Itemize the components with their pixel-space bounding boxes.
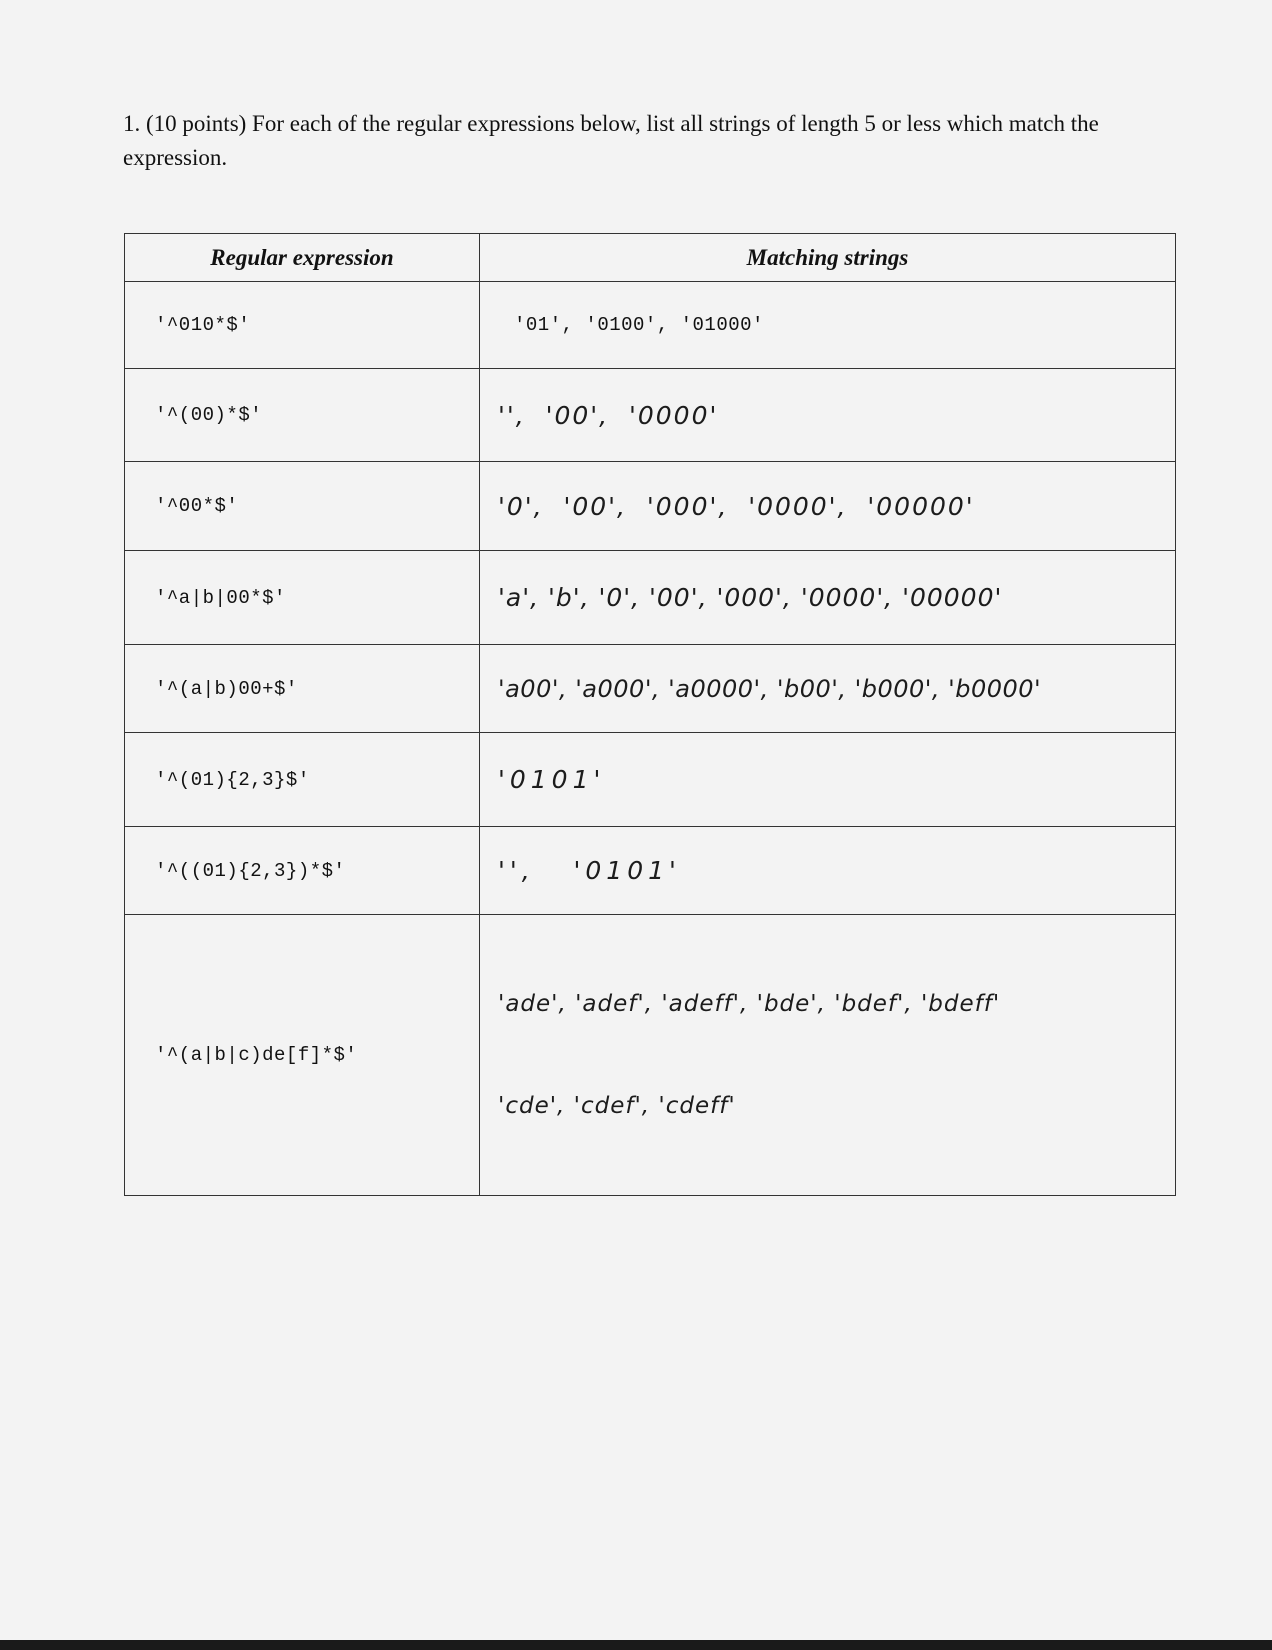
scan-edge — [0, 1640, 1272, 1650]
table-row — [125, 827, 1176, 915]
table-header-row — [125, 234, 1176, 282]
matches-cell: 'a00', 'a000', 'a0000', 'b00', 'b000', 'b0000' — [480, 645, 1176, 733]
table-row — [125, 282, 1176, 369]
matches-cell: '', '00', '0000' — [480, 369, 1176, 462]
matches-line-1: 'ade', 'adef', 'adeff', 'bde', 'bdef', 'bdeff' — [498, 991, 1001, 1017]
header-regular-expression: Regular expression — [125, 234, 480, 282]
matches-cell: '', '0101' — [480, 827, 1176, 915]
regex-cell: '^(00)*$' — [125, 369, 480, 462]
question-text: 1. (10 points) For each of the regular expressions below, list all strings of length 5 or less which match the expression. — [123, 111, 1099, 170]
matches-cell — [480, 915, 1176, 1196]
table-row — [125, 462, 1176, 551]
regex-cell: '^((01){2,3})*$' — [125, 827, 480, 915]
matches-cell: 'a', 'b', '0', '00', '000', '0000', '00000' — [480, 551, 1176, 645]
regex-cell: '^00*$' — [125, 462, 480, 551]
table-row — [125, 645, 1176, 733]
regex-cell: '^(01){2,3}$' — [125, 733, 480, 827]
matches-cell: '0101' — [480, 733, 1176, 827]
table-row — [125, 551, 1176, 645]
matches-cell: '01', '0100', '01000' — [480, 282, 1176, 369]
matches-line-2: 'cde', 'cdef', 'cdeff' — [498, 1093, 736, 1119]
table-row — [125, 369, 1176, 462]
answer-table — [124, 233, 1176, 1196]
table-row — [125, 733, 1176, 827]
table-row — [125, 915, 1176, 1196]
matches-cell: '0', '00', '000', '0000', '00000' — [480, 462, 1176, 551]
header-matching-strings: Matching strings — [480, 234, 1176, 282]
regex-cell: '^(a|b|c)de[f]*$' — [125, 915, 480, 1196]
regex-cell: '^a|b|00*$' — [125, 551, 480, 645]
regex-cell: '^010*$' — [125, 282, 480, 369]
regex-cell: '^(a|b)00+$' — [125, 645, 480, 733]
